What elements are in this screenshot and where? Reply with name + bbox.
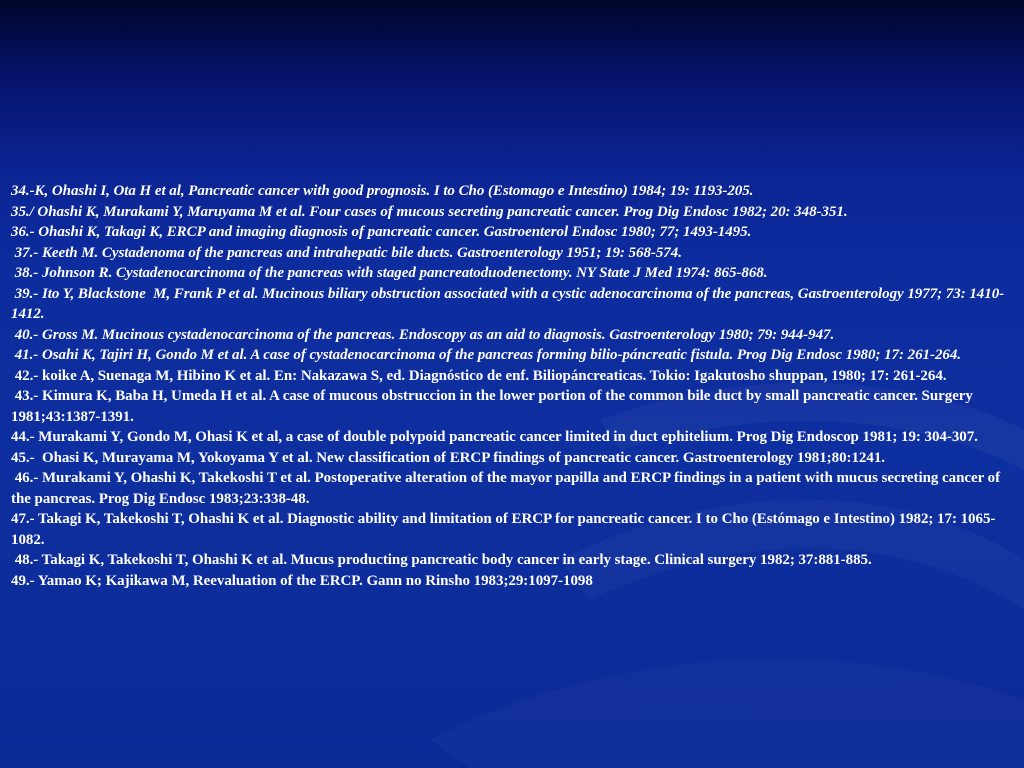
reference-item: 45.- Ohasi K, Murayama M, Yokoyama Y et al. New classification of ERCP findings of pancreatic cancer. Gastroenterology 1981;80:1241. (11, 449, 885, 466)
reference-item: 47.- Takagi K, Takekoshi T, Ohashi K et al. Diagnostic ability and limitation of ERCP for pancreatic cancer. I to Cho (Estómago e Intestino) 1982; 17: 1065-1082. (11, 511, 996, 548)
reference-item: 37.- Keeth M. Cystadenoma of the pancreas and intrahepatic bile ducts. Gastroenterology 1951; 19: 568-574. (11, 244, 682, 261)
reference-item: 36.- Ohashi K, Takagi K, ERCP and imaging diagnosis of pancreatic cancer. Gastroenterol Endosc 1980; 77; 1493-1495. (11, 224, 752, 240)
reference-list (11, 181, 1014, 591)
reference-item: 41.- Osahi K, Tajiri H, Gondo M et al. A case of cystadenocarcinoma of the pancreas forming bilio-páncreatic fistula. Prog Dig Endosc 1980; 17: 261-264. (11, 347, 961, 363)
reference-item: 43.- Kimura K, Baba H, Umeda H et al. A case of mucous obstruccion in the lower portion of the common bile duct by small pancreatic cancer. Surgery 1981;43:1387-1391. (11, 388, 977, 425)
reference-item: 40.- Gross M. Mucinous cystadenocarcinoma of the pancreas. Endoscopy as an aid to diagnosis. Gastroenterology 1980; 79: 944-947. (11, 326, 835, 343)
reference-item: 48.- Takagi K, Takekoshi T, Ohashi K et al. Mucus producting pancreatic body cancer in early stage. Clinical surgery 1982; 37:881-885. (11, 552, 872, 568)
reference-item: 49.- Yamao K; Kajikawa M, Reevaluation of the ERCP. Gann no Rinsho 1983;29:1097-1098 (11, 572, 593, 589)
reference-item: 46.- Murakami Y, Ohashi K, Takekoshi T et al. Postoperative alteration of the mayor papilla and ERCP findings in a patient with mucus secreting cancer of the pancreas. Prog Dig Endosc 1983;23:338-48. (11, 470, 1004, 507)
reference-item: 35./ Ohashi K, Murakami Y, Maruyama M et al. Four cases of mucous secreting pancreatic cancer. Prog Dig Endosc 1982; 20: 348-351. (11, 203, 848, 220)
reference-item: 42.- koike A, Suenaga M, Hibino K et al. En: Nakazawa S, ed. Diagnóstico de enf. Biliopáncreaticas. Tokio: Igakutosho shuppan, 1980; 17: 261-264. (11, 367, 947, 384)
reference-item: 44.- Murakami Y, Gondo M, Ohasi K et al, a case of double polypoid pancreatic cancer limited in duct ephitelium. Prog Dig Endoscop 1981; 19: 304-307. (11, 429, 978, 445)
reference-item: 34.-K, Ohashi I, Ota H et al, Pancreatic cancer with good prognosis. I to Cho (Estomago e Intestino) 1984; 19: 1193-205. (11, 183, 754, 199)
reference-item: 39.- Ito Y, Blackstone M, Frank P et al. Mucinous biliary obstruction associated with a cystic adenocarcinoma of the pancreas, Gastroenterology 1977; 73: 1410-1412. (11, 285, 1005, 322)
reference-item: 38.- Johnson R. Cystadenocarcinoma of the pancreas with staged pancreatoduodenectomy. NY State J Med 1974: 865-868. (11, 265, 768, 281)
